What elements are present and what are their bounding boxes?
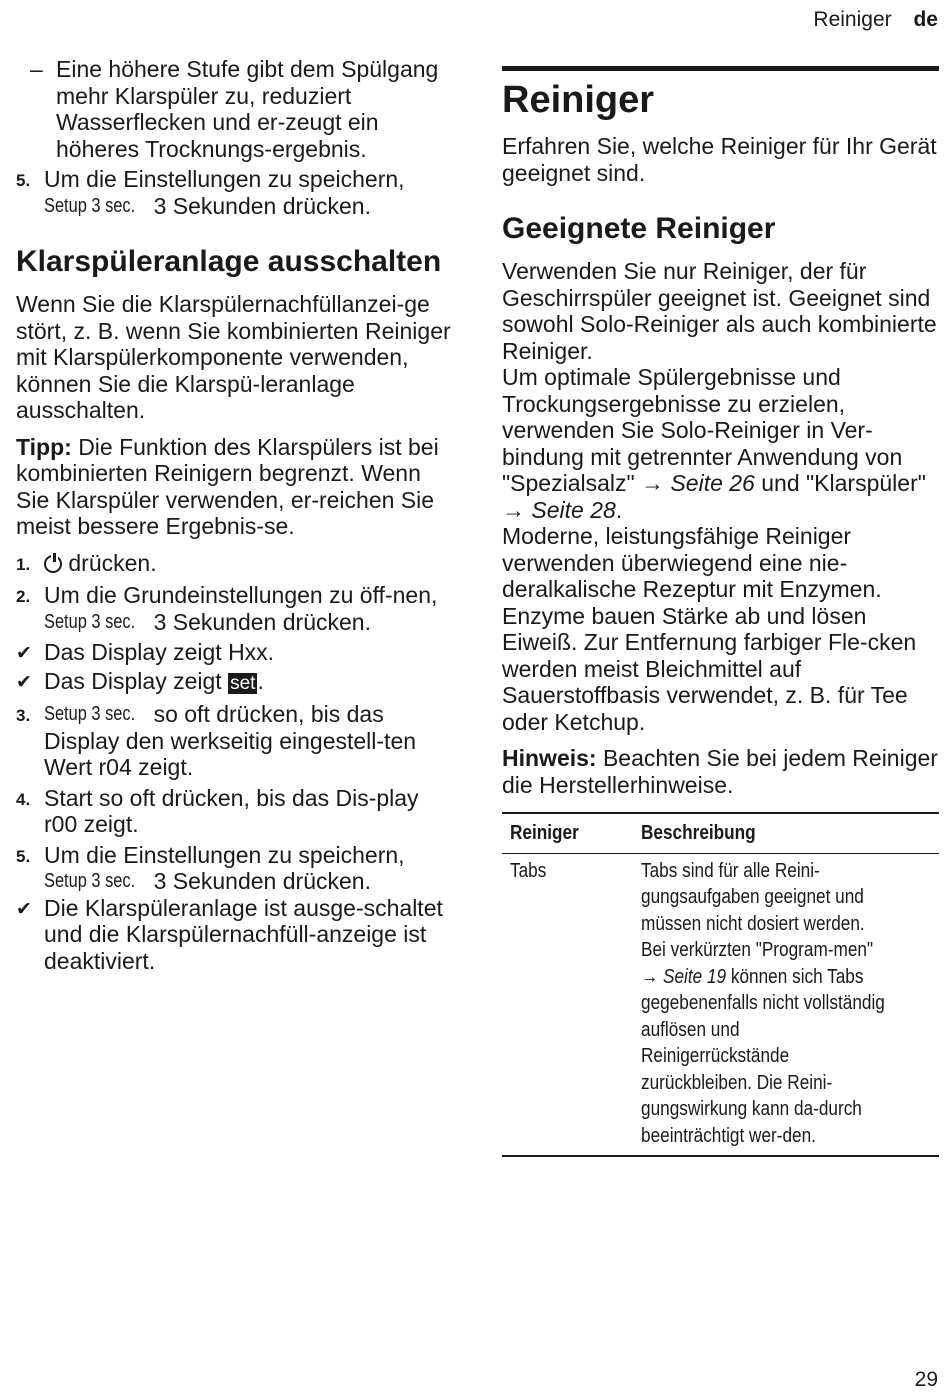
page-ref-link[interactable]: Seite 26 <box>670 470 755 496</box>
check-icon: ✔ <box>16 898 32 920</box>
page-ref-link[interactable]: Seite 19 <box>662 965 727 988</box>
paragraph: Moderne, leistungsfähige Reiniger verwenden überwiegend eine nie-deralkalische Rezeptur mit Enzymen. Enzyme bauen Stärke ab und lösen Eiweiß. Zur Entfernung farbiger Fle-cken werden meist Bleichmittel auf Sauerstoffbasis verwendet, z. B. für Tee oder Ketchup. <box>502 523 917 735</box>
table-header-row <box>502 813 939 853</box>
setup-button-label: Setup 3 sec. <box>44 870 136 892</box>
page-title: Reiniger <box>502 79 655 121</box>
check-icon: ✔ <box>16 643 32 664</box>
step-2: 2. Um die Grundeinstellungen zu öff-nen, Setup 3 sec. 3 Sekunden drücken. <box>16 582 438 635</box>
title-rule <box>502 66 939 71</box>
subheading: Geeignete Reiniger <box>502 212 776 245</box>
setup-button-label: Setup 3 sec. <box>44 610 136 633</box>
header-section: Reiniger <box>813 8 892 31</box>
header-language: de <box>913 8 938 31</box>
table-cell: Tabs <box>502 853 633 1156</box>
result-1: ✔ Das Display zeigt Hxx. <box>16 639 456 668</box>
dash-mark: – <box>30 56 43 82</box>
section-heading: Klarspüleranlage ausschalten <box>16 245 442 278</box>
left-column <box>16 56 456 974</box>
paragraph: Verwenden Sie nur Reiniger, der für Geschirrspüler geeignet ist. Geeignet sind sowohl Solo-Reiniger als auch kombinierte Reiniger. <box>502 258 937 364</box>
paragraph: Wenn Sie die Klarspülernachfüllanzei-ge stört, z. B. wenn Sie kombinierten Reiniger mit Klarspülerkomponente verwenden, können Sie die Klarspü-leranlage ausschalten. <box>16 291 451 423</box>
check-icon: ✔ <box>16 671 32 693</box>
column-header: Reiniger <box>502 813 633 853</box>
step-4: 4. Start so oft drücken, bis das Dis-play r00 zeigt. <box>16 784 419 837</box>
display-symbol: set <box>230 672 256 694</box>
detergent-table <box>502 812 939 1157</box>
paragraph: Um optimale Spülergebnisse und Trockungsergebnisse zu erzielen, verwenden Sie Solo-Reiniger in Ver-bindung mit getrennter Anwendung von "Spezialsalz" → Seite 26 und "Klarspüler" → Seite 28. <box>502 364 926 523</box>
note-paragraph: Hinweis: Beachten Sie bei jedem Reiniger die Herstellerhinweise. <box>502 745 938 798</box>
setup-button-label: Setup 3 sec. <box>44 703 136 725</box>
step-5: 5. Um die Einstellungen zu speichern, Setup 3 sec. 3 Sekunden drücken. <box>16 841 405 894</box>
step-1: 1. drücken. <box>16 549 157 576</box>
dash-text: Eine höhere Stufe gibt dem Spülgang mehr Klarspüler zu, reduziert Wasserflecken und er-zeugt ein höheres Trocknungs-ergebnis. <box>56 56 439 162</box>
list-item <box>0 56 456 162</box>
power-icon <box>44 555 62 573</box>
page-ref-link[interactable]: Seite 28 <box>531 496 616 523</box>
running-header <box>813 8 938 32</box>
step-3: 3. Setup 3 sec. so oft drücken, bis das Display den werkseitig eingestell-ten Wert r04 zeigt. <box>16 701 417 780</box>
intro-paragraph: Erfahren Sie, welche Reiniger für Ihr Gerät geeignet sind. <box>502 133 937 186</box>
tip-paragraph: Tipp: Die Funktion des Klarspülers ist bei kombinierten Reinigern begrenzt. Wenn Sie Klarspüler verwenden, er-reichen Sie meist bessere Ergebnis-se. <box>16 433 439 539</box>
table-cell: Tabs sind für alle Reini-gungsaufgaben geeignet und müssen nicht dosiert werden. Bei verkürzten "Program-men" → Seite 19 können sich Tabs gegebenenfalls nicht vollständig auflösen und Reinigerrückstände zurückbleiben. Die Reini-gungswirkung kann da-durch beeinträchtigt wer-den. <box>633 853 939 1156</box>
right-column <box>502 66 939 1157</box>
result-3: ✔ Die Klarspüleranlage ist ausge-schaltet und die Klarspülernachfüll-anzeige ist deaktiviert. <box>16 894 443 974</box>
setup-button-label: Setup 3 sec. <box>44 194 136 217</box>
start-button-label: Start <box>44 784 93 811</box>
page-number: 29 <box>914 1368 938 1391</box>
result-2: ✔ Das Display zeigt set. <box>16 668 456 698</box>
column-header: Beschreibung <box>633 813 939 853</box>
table-row <box>502 853 939 1156</box>
step-5-save: 5. Um die Einstellungen zu speichern, Setup 3 sec. 3 Sekunden drücken. <box>16 166 405 219</box>
